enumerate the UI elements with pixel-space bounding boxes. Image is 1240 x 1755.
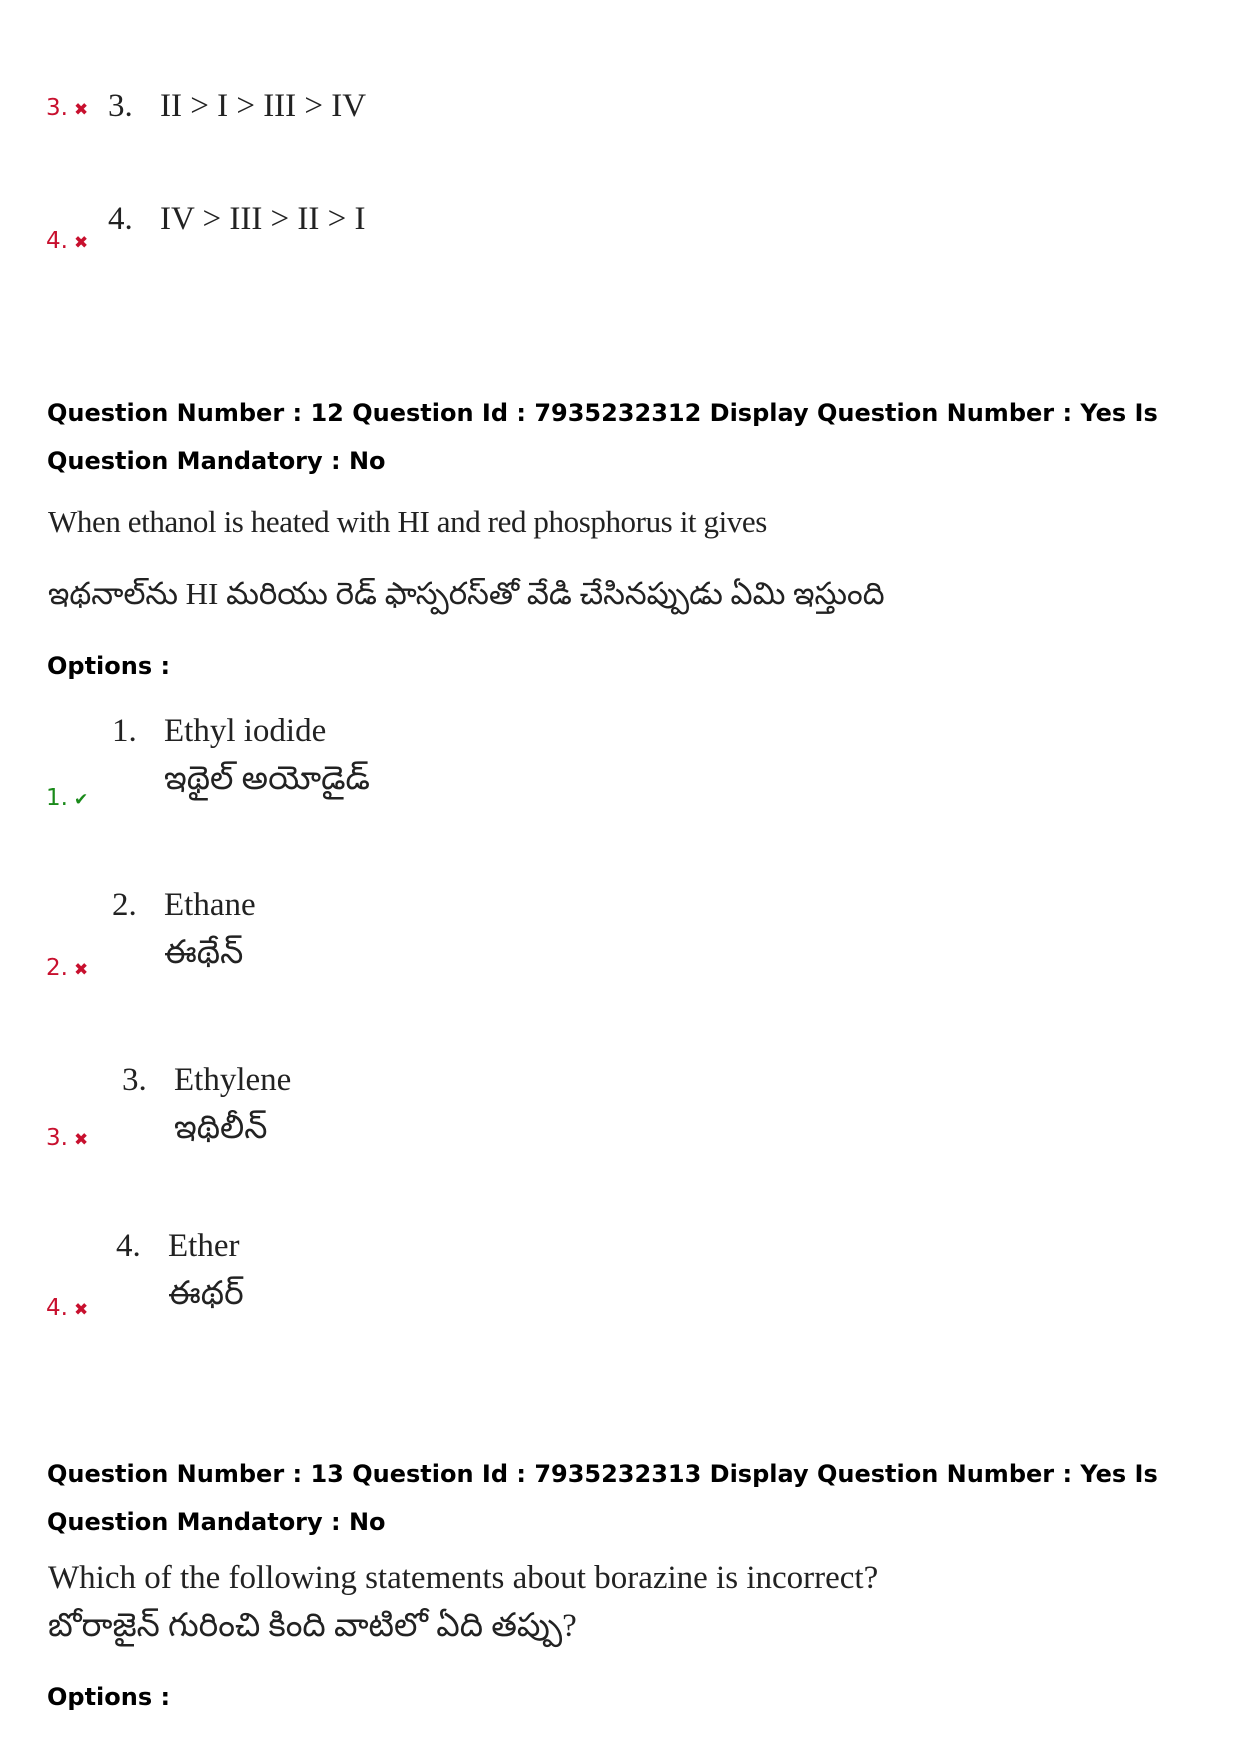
option-text-te: ఇథైల్ అయోడైడ్ bbox=[164, 761, 370, 797]
option-number: 4. bbox=[116, 1228, 141, 1264]
prev-option-4-text bbox=[108, 201, 366, 238]
question-13-meta: Question Number : 13 Question Id : 7935232313 Display Question Number : Yes Is Question Mandatory : No bbox=[47, 1460, 1158, 1536]
option-text: IV > III > II > I bbox=[160, 201, 366, 237]
question-12-text-te: ఇథనాల్‌ను HI మరియు రెడ్ ఫాస్పరస్‌తో వేడి చేసినప్పుడు ఏమి ఇస్తుంది bbox=[48, 576, 885, 611]
q12-option-3-text bbox=[122, 1056, 291, 1152]
q12-option-2-text bbox=[112, 881, 256, 977]
option-label: 3. bbox=[46, 95, 68, 121]
option-text-en: Ethyl iodide bbox=[164, 713, 327, 749]
q12-option-1-text bbox=[112, 707, 370, 803]
option-text: II > I > III > IV bbox=[160, 88, 367, 124]
option-number: 3. bbox=[122, 1062, 147, 1098]
question-12-options-heading: Options : bbox=[47, 652, 171, 680]
option-label: 4. bbox=[46, 1295, 68, 1321]
q12-option-4-text bbox=[116, 1222, 244, 1318]
cross-icon: ✖ bbox=[73, 960, 89, 980]
prev-option-3 bbox=[46, 95, 88, 121]
q12-option-3 bbox=[46, 1125, 88, 1151]
prev-option-3-text bbox=[108, 88, 366, 125]
option-number: 3. bbox=[108, 88, 133, 124]
option-text-te: ఇథిలీన్ bbox=[174, 1110, 268, 1146]
cross-icon: ✖ bbox=[73, 100, 89, 120]
option-text-te: ఈథర్ bbox=[168, 1276, 244, 1312]
question-13-options-heading: Options : bbox=[47, 1683, 171, 1711]
option-number: 1. bbox=[112, 713, 137, 749]
option-text-en: Ethane bbox=[164, 887, 256, 923]
option-label: 1. bbox=[46, 785, 68, 811]
option-text-en: Ethylene bbox=[174, 1062, 292, 1098]
option-label: 2. bbox=[46, 955, 68, 981]
question-12-text-en: When ethanol is heated with HI and red phosphorus it gives bbox=[48, 504, 767, 539]
cross-icon: ✖ bbox=[73, 233, 89, 253]
q12-option-2 bbox=[46, 955, 88, 981]
question-13-text-te: బోరాజైన్ గురించి కింది వాటిలో ఏది తప్పు? bbox=[48, 1608, 577, 1644]
option-text-te: ఈథేన్ bbox=[164, 935, 244, 971]
option-number: 4. bbox=[108, 201, 133, 237]
check-icon: ✔ bbox=[73, 790, 89, 810]
question-13-text-en: Which of the following statements about borazine is incorrect? bbox=[48, 1560, 879, 1596]
q12-option-1 bbox=[46, 785, 88, 811]
option-number: 2. bbox=[112, 887, 137, 923]
question-12-meta: Question Number : 12 Question Id : 7935232312 Display Question Number : Yes Is Question Mandatory : No bbox=[47, 399, 1158, 475]
cross-icon: ✖ bbox=[73, 1130, 89, 1150]
prev-option-4 bbox=[46, 228, 88, 254]
option-label: 4. bbox=[46, 228, 68, 254]
option-label: 3. bbox=[46, 1125, 68, 1151]
cross-icon: ✖ bbox=[73, 1300, 89, 1320]
q12-option-4 bbox=[46, 1295, 88, 1321]
option-text-en: Ether bbox=[168, 1228, 240, 1264]
